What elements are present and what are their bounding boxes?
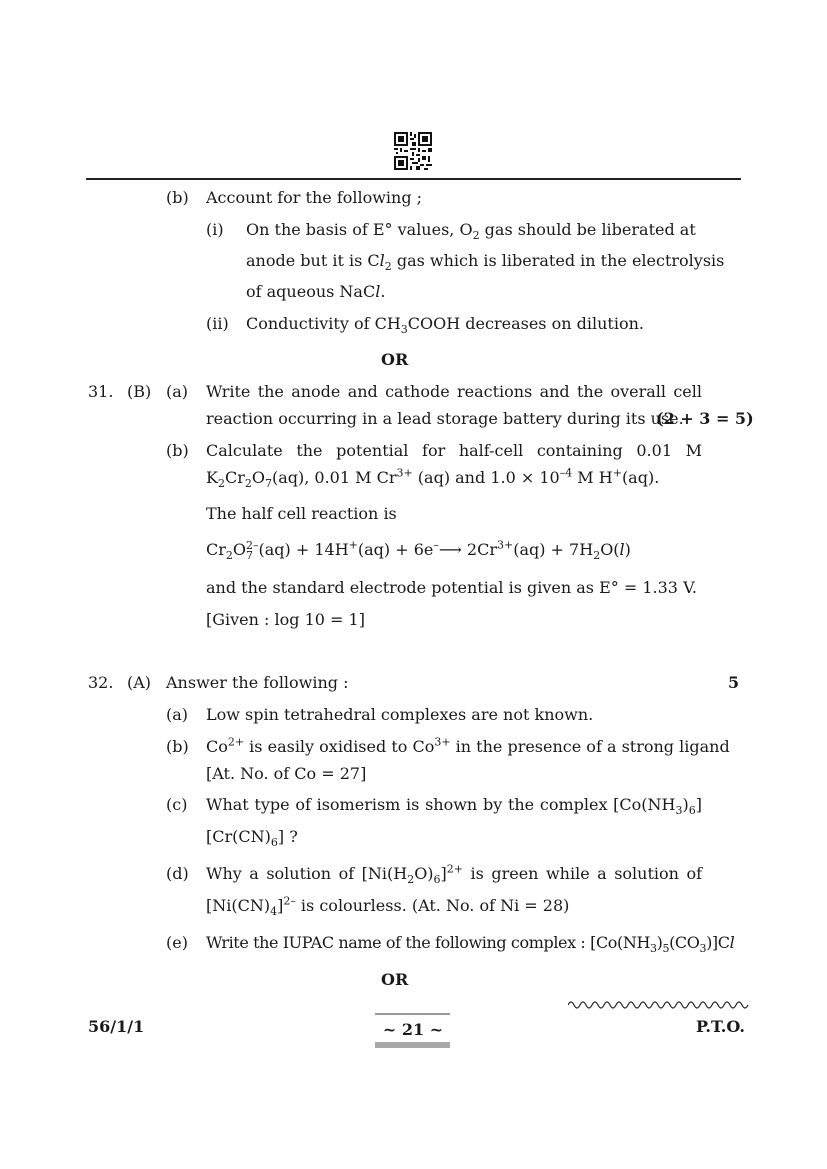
- q31-a-line1: Write the anode and cathode reactions and the overall cell: [206, 382, 702, 401]
- q32-c-line1: What type of isomerism is shown by the complex $[Co(NH_3)_6]$: [206, 795, 702, 818]
- q30b-ii-text: Conductivity of $CH_3COOH$ decreases on dilution.: [246, 314, 644, 337]
- q31-part: (B): [127, 382, 152, 401]
- q32-d-line2: $[Ni(CN)_4]^{2-}$ is colourless. (At. No. of Ni = 28): [206, 894, 570, 919]
- pto-label: P.T.O.: [696, 1017, 745, 1036]
- q31-marks: (2 + 3 = 5): [656, 409, 754, 428]
- header-rule: [86, 178, 741, 180]
- q32-part: (A): [127, 673, 152, 692]
- q32-e-text: Write the IUPAC name of the following complex : $[Co(NH_3)_5(CO_3)]Cl$: [206, 933, 735, 956]
- q30b-i-line1: On the basis of E° values, $O_2$ gas should be liberated at: [246, 220, 696, 243]
- q32-d-line1: Why a solution of $[Ni(H_2O)_6]^{2+}$ is green while a solution of: [206, 862, 703, 887]
- q32-b-line1: $Co^{2+}$ is easily oxidised to $Co^{3+}$ in the presence of a strong ligand: [206, 735, 730, 756]
- q30b-ii-label: (ii): [206, 314, 229, 333]
- q31-standard-potential: and the standard electrode potential is given as E° = 1.33 V.: [206, 578, 697, 597]
- q30b-i-label: (i): [206, 220, 224, 239]
- paper-code: 56/1/1: [88, 1017, 145, 1036]
- q30b-i-line3: of aqueous NaCl.: [246, 282, 386, 301]
- page-number: ~ 21 ~: [382, 1020, 444, 1039]
- q32-intro: Answer the following :: [166, 673, 349, 692]
- q32-c-label: (c): [166, 795, 188, 814]
- q32-c-line2: $[Cr(CN)_6]$ ?: [206, 827, 298, 850]
- q32-d-label: (d): [166, 864, 189, 883]
- q30b-i-line2: anode but it is $Cl_2$ gas which is liberated in the electrolysis: [246, 251, 725, 274]
- q31-number: 31.: [88, 382, 114, 401]
- qr-code-icon: [394, 132, 432, 170]
- page-number-bottom-bar: [375, 1042, 450, 1048]
- or-separator-2: OR: [381, 970, 409, 989]
- q30b-intro: Account for the following ;: [206, 188, 423, 207]
- or-separator-1: OR: [381, 350, 409, 369]
- q31-b-line1: Calculate the potential for half-cell containing 0.01 M: [206, 441, 702, 460]
- q32-a-text: Low spin tetrahedral complexes are not known.: [206, 705, 594, 724]
- q31-half-cell-equation: $Cr_2O$ 2– 7 (aq) + 14H+(aq) + 6e–⟶ $2Cr^{3+}(aq) + 7H_2O(l)$: [206, 538, 631, 563]
- q31-b-label: (b): [166, 441, 189, 460]
- q31-given: [Given : log 10 = 1]: [206, 610, 365, 629]
- q30b-label: (b): [166, 188, 189, 207]
- wavy-line-decoration: [568, 998, 750, 1012]
- q31-b-line2: $K_2Cr_2O_7(aq)$, 0.01 M $Cr^{3+}$ (aq) and $1.0 \times 10^{-4}$ M H+(aq).: [206, 466, 660, 491]
- page-number-top-rule: [375, 1013, 450, 1015]
- q32-b-line2: [At. No. of Co = 27]: [206, 764, 367, 783]
- reaction-arrow-icon: ⟶: [438, 540, 462, 559]
- q31-half-cell-intro: The half cell reaction is: [206, 504, 397, 523]
- q31-a-line2: reaction occurring in a lead storage battery during its use.: [206, 409, 684, 428]
- q32-e-label: (e): [166, 933, 188, 952]
- q31-a-label: (a): [166, 382, 189, 401]
- q32-number: 32.: [88, 673, 114, 692]
- q32-marks: 5: [728, 673, 740, 692]
- q32-a-label: (a): [166, 705, 189, 724]
- q32-b-label: (b): [166, 737, 189, 756]
